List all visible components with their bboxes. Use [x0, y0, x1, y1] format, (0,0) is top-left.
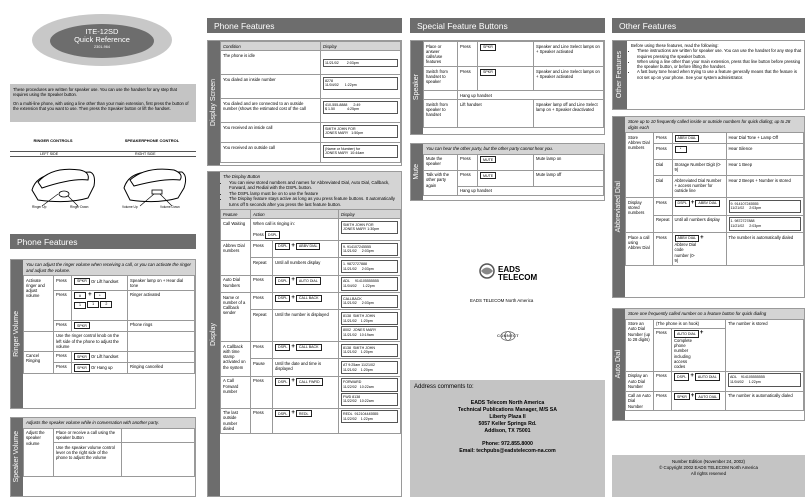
other-bullets: [631, 48, 802, 80]
cw-action-text: When call is ringing in:: [253, 220, 295, 226]
mute-key[interactable]: MUTE: [480, 172, 496, 179]
speaker-table: [423, 41, 604, 128]
call-waiting-action: [251, 219, 339, 241]
repeat-label: Repeat: [251, 258, 273, 275]
abbrev-dial-cell: Abbrev Dial numbers: [221, 241, 251, 276]
speaker-side-label: Speaker: [411, 41, 423, 134]
display-readout: 9. 914107245555 11/21/02 2:03pm: [341, 243, 398, 256]
display-stored-cell: Display stored numbers: [626, 198, 654, 233]
mute-caption: You can hear the other party, but the other party cannot hear you.: [423, 144, 604, 154]
phone-on-hook-label: (The phone is on hook): [654, 319, 726, 328]
press-label: Press: [54, 276, 72, 291]
doc-number: 2301-964: [93, 45, 111, 49]
copyright-text: © Copyright 2002 EADS TELECOM North America: [659, 465, 758, 471]
callback-time-cell: A Callback with time stamp activated on the system: [221, 342, 251, 377]
ringer-activated-result: Ringer activated: [128, 290, 195, 320]
display-readout: FORWARD 11/22/02 10:22am: [341, 378, 398, 391]
address-line: Liberty Plaza II: [489, 413, 526, 420]
display-button-caption: [220, 172, 401, 209]
right-side-label: RIGHT SIDE: [135, 152, 156, 156]
display-readout: CALLBACK 11/21/02 2:03pm: [341, 295, 398, 308]
dspl-key[interactable]: DSPL: [275, 344, 290, 351]
address-block: [414, 400, 601, 455]
bullet-item: • You can view stored numbers and names for Abbreviated Dial, Auto Dial, Callback, Forward, and Redial with the DSPL button.: [229, 180, 398, 191]
plus-icon: +: [699, 330, 704, 337]
place-receive-cell: Place or receive a call using the speaker button: [54, 428, 122, 443]
dspl-key[interactable]: DSPL: [275, 277, 290, 284]
address-line: Technical Publications Manager, M/S SA: [457, 406, 558, 413]
ringer-volume-side-label: Ringer Volume: [11, 260, 23, 408]
press-label: Press: [251, 376, 273, 408]
auto-dial-key[interactable]: AUTO DIAL: [695, 373, 720, 380]
address-line: Addison, TX 75001: [484, 427, 531, 434]
auto-dial-side-label: Auto Dial: [613, 309, 625, 420]
press-label: Press: [251, 342, 273, 359]
repeat-label: Repeat: [251, 310, 273, 342]
dial-label: Dial: [654, 176, 673, 198]
complete-number-label: Complete phone number including access codes: [674, 337, 692, 369]
display-header: Display: [339, 210, 401, 219]
talk-again-cell: Talk with the other party again: [424, 170, 458, 195]
press-label: Press: [654, 144, 673, 160]
hear-2-beeps-result: Hear 2 Beeps + Number is stored: [726, 176, 803, 198]
column-3: [410, 0, 605, 501]
eads-logo: [450, 258, 570, 304]
dspl-key[interactable]: DSPL: [265, 231, 280, 238]
footer-box: [612, 455, 805, 497]
auto-dial-key[interactable]: AUTO DIAL: [296, 277, 321, 284]
abbrev-code-label: Abbrev Dial code number (0-9): [674, 242, 697, 263]
place-answer-cell: Place or answer calls/use features: [424, 42, 458, 67]
press-label: Press: [654, 198, 673, 215]
activate-ringer-cell: Activate ringer and adjust volume: [24, 276, 54, 332]
speaker-caption: Adjusts the speaker volume while in conversation with another party.: [23, 418, 195, 428]
auto-dial-numbers-cell: Auto Dial Numbers: [221, 275, 251, 292]
auto-caption: Store one frequently called number on a feature button for quick dialing: [625, 309, 804, 319]
bullet-item: • These instructions are written for speaker use. You can use the handset for any step that requires pressing the speaker button.: [637, 48, 802, 59]
lift-handset-label: Lift handset: [458, 100, 534, 128]
display-screen-panel: [207, 40, 402, 166]
until-all-display-label: Until all numbers display: [672, 215, 726, 232]
mute-panel: [410, 143, 605, 201]
press-label: Press: [251, 241, 273, 258]
plus-icon: +: [291, 378, 295, 385]
number-stored-result: The number is stored: [726, 319, 804, 371]
press-label: Press: [654, 371, 672, 391]
press-label: Press: [54, 290, 72, 320]
press-label: Press: [54, 362, 72, 373]
title-oval-inner: [50, 24, 154, 58]
spkr-key[interactable]: SPKR: [74, 278, 90, 285]
display-readout: SMITH JOHN FOR JONES MARY 1:30pm: [341, 221, 398, 234]
call-auto-cell: Call an Auto Dial Number: [626, 391, 654, 411]
mute-key[interactable]: MUTE: [480, 156, 496, 163]
call-forward-cell: A Call Forward number: [221, 376, 251, 408]
use-ringer-knob: Use the ringer control knob on the left side of the phone to adjust the volume: [54, 331, 128, 351]
plus-icon: +: [291, 242, 295, 249]
spkr-key[interactable]: SPKR: [674, 393, 690, 400]
plus-icon: +: [700, 234, 704, 241]
display-feature-table: [220, 209, 401, 434]
other-features-panel: [612, 40, 805, 110]
abbreviated-dial-side-label: Abbreviated Dial: [613, 117, 625, 297]
phone-rings-result: Phone rings: [128, 320, 195, 331]
or-label: Or: [90, 353, 96, 359]
address-label: Address comments to:: [414, 384, 474, 390]
connect-logo: [490, 330, 526, 342]
press-label: Press: [458, 42, 478, 67]
display-readout: AT 9:25am 11/21/02 11/21/02 1:20pm: [341, 361, 398, 374]
plus-icon: +: [291, 294, 295, 301]
intro-box: [10, 84, 196, 122]
spkr-key[interactable]: SPKR: [480, 69, 496, 76]
plus-icon: +: [88, 292, 92, 298]
dspl-key[interactable]: DSPL: [275, 295, 290, 302]
product-title: ITE-12SD: [85, 27, 119, 36]
lift-handset-label: Lift handset: [96, 278, 119, 284]
display-button-title: The Display Button: [223, 174, 261, 179]
display-auto-cell: Display an Auto Dial Number: [626, 371, 654, 391]
condition-header: Condition: [221, 42, 321, 51]
until-displayed-label: Until the number is displayed: [273, 310, 339, 342]
speakerphone-control-heading: SPEAKERPHONE CONTROL: [124, 138, 180, 143]
abbv-dial-key[interactable]: ABBV DIAL: [675, 135, 700, 142]
or-label: Or: [90, 365, 96, 371]
speaker-lamp-result: Speaker lamp on + Hear dial tone: [128, 276, 195, 291]
star-key[interactable]: *: [675, 146, 687, 153]
display-readout: ADL 914105555555 11/04/02 1:22pm: [341, 277, 398, 290]
display-header: Display: [321, 42, 401, 51]
speaker-volume-table: [23, 428, 195, 478]
auto-dialed-result: The number is automatically dialed: [726, 391, 804, 411]
spkr-key[interactable]: SPKR: [74, 353, 90, 360]
store-abbrev-cell: Store Abbrev Dial numbers: [626, 133, 654, 198]
plus-icon: +: [291, 410, 295, 416]
phone-features-header-2: Phone Features: [207, 18, 402, 33]
hang-up-handset-label: Hang up handset: [458, 186, 604, 195]
display-readout: FWD 8138 11/22/02 10:22am: [341, 393, 398, 406]
rights-text: All rights reserved: [690, 471, 727, 477]
auto-dial-key[interactable]: AUTO DIAL: [695, 393, 720, 400]
display-screen-table: [220, 41, 401, 163]
dspl-key[interactable]: DSPL: [674, 373, 689, 380]
condition-cell: You received an inside call: [221, 123, 321, 143]
display-readout: 9. 914107245555 11/21/02 2:03pm: [729, 200, 801, 213]
ringer-controls-heading: RINGER CONTROLS: [33, 138, 73, 143]
bullet-item: • When using a line other than your main extension, press that line button before pressing the speaker button, or before lifting the handset.: [637, 59, 802, 70]
other-features-side-label: Other Features: [613, 41, 627, 109]
pause-label: Pause: [251, 359, 273, 376]
ringer-down-label: Ringer Down: [70, 205, 89, 209]
digit-1-key[interactable]: 1: [74, 302, 86, 309]
condition-cell: You dialed an inside number: [221, 75, 321, 99]
left-side-label: LEFT SIDE: [40, 152, 59, 156]
column-4: [612, 0, 805, 501]
press-label: Press: [458, 67, 478, 91]
email-link[interactable]: Email: techpubs@eadstelecom-na.com: [459, 447, 556, 454]
adjust-speaker-cell: Adjust the speaker volume: [24, 428, 54, 477]
eads-logo-subtitle: EADS TELECOM North America: [470, 298, 534, 303]
press-label: Press: [251, 408, 273, 433]
press-label: Press: [458, 154, 478, 170]
call-fwrd-key[interactable]: CALL FWRD: [296, 378, 323, 385]
display-side-label: Display: [208, 172, 220, 496]
spkr-key[interactable]: SPKR: [74, 322, 90, 329]
ringing-cancelled-result: Ringing cancelled: [128, 362, 195, 373]
mute-table: [423, 154, 604, 196]
display-readout: 11/21/02 2:03pm: [323, 59, 398, 68]
abbrev-caption: Store up to 10 frequently called inside or outside numbers for quick dialing; up to 28 digits each: [625, 117, 804, 132]
abbv-dial-key[interactable]: ABBV DIAL: [675, 235, 700, 242]
cancel-ringing-cell: Cancel Ringing: [24, 351, 54, 374]
or-label: Or: [90, 278, 96, 284]
use-speaker-knob-cell: Use the speaker volume control lever on the right side of the phone to adjust the volume: [54, 443, 122, 477]
press-label: Press: [654, 328, 672, 371]
last-outside-cell: The last outside number dialed: [221, 408, 251, 433]
speaker-result: Speaker lamp off and Line Select lamp on + Speaker deactivated: [534, 100, 604, 128]
press-label: Press: [654, 133, 673, 144]
abbv-dial-key[interactable]: ABBV DIAL: [296, 243, 321, 250]
auto-dial-table: [625, 319, 804, 412]
quick-reference-title: Quick Reference: [74, 35, 130, 44]
abbrev-table: [625, 132, 804, 266]
press-label: Press: [251, 275, 273, 292]
eads-logo-text: EADS TELECOM: [498, 265, 538, 282]
press-label: Press: [458, 170, 478, 186]
condition-cell: You received an outside call: [221, 143, 321, 163]
auto-dialed-result: The number is automatically dialed: [726, 233, 803, 266]
display-readout: 8138 SMITH JOHN 11/21/02 1:20pm: [341, 344, 398, 357]
speaker-result: Speaker and Line Select lamps on + Speaker activated: [534, 42, 604, 67]
controls-diagram: [10, 138, 196, 214]
side-labels-bar: [10, 151, 196, 157]
display-readout: 8138 SMITH JOHN 11/21/02 1:20pm: [341, 312, 398, 325]
ringer-volume-panel: [10, 259, 196, 409]
display-readout: 410-555-8888 2:49 $ 1.50 4:25pm: [323, 101, 398, 114]
ringer-caption: You can adjust the ringer volume when receiving a call, or you can activate the ringer and adjust the volume.: [23, 260, 195, 275]
phone-right-side-illustration: [118, 160, 190, 210]
before-using-text: Before using these features, read the following:: [631, 43, 719, 48]
place-call-abbrev-cell: Place a call using Abbrev Dial: [626, 233, 654, 266]
intro-paragraph-1: These procedures are written for speaker use. You can use the handset for any step that requires using the Speaker button.: [13, 87, 177, 98]
abbreviated-dial-panel: [612, 116, 805, 298]
display-readout: 1. 9872727888 11/21/02 2:03pm: [341, 260, 398, 273]
redl-key[interactable]: REDL: [296, 410, 312, 417]
other-features-header: Other Features: [612, 18, 805, 33]
digit-2-key[interactable]: 2: [100, 301, 112, 308]
hear-dial-tone-result: Hear Dial Tone + Lamp Off: [726, 133, 803, 144]
address-line: 5057 Keller Springs Rd.: [478, 420, 537, 427]
mute-side-label: Mute: [411, 144, 423, 200]
plus-icon: +: [291, 343, 295, 350]
volume-down-label: Volume Down: [160, 205, 180, 209]
bullet-item: • The Display feature stays active as long as you press feature buttons. It automatically turns off 5 seconds after you press the last feature button.: [229, 196, 398, 207]
bullet-item: • A fast busy tone heard when trying to use a feature generally means that the feature is not set up on your phone. See your system administrator.: [637, 69, 802, 80]
condition-cell: The phone is idle: [221, 51, 321, 75]
address-box: [410, 380, 605, 497]
ringer-up-label: Ringer Up: [32, 205, 47, 209]
speaker-result: Speaker and Line Select lamps on + Speaker activated: [534, 67, 604, 91]
mute-off-result: Mute lamp off: [534, 170, 604, 186]
dial-label: Dial: [654, 160, 673, 176]
display-bullets: [223, 180, 398, 208]
auto-dial-key[interactable]: AUTO DIAL: [674, 330, 699, 337]
star-key[interactable]: *: [94, 292, 106, 299]
plus-icon: +: [690, 373, 694, 380]
hear-1-beep-result: Hear 1 Beep: [726, 160, 803, 176]
spkr-key[interactable]: SPKR: [74, 364, 90, 371]
until-date-label: Until the date and time is displayed: [273, 359, 339, 376]
abbrev-dial-number-label: Abbreviated Dial Number + access number for outside line: [672, 176, 726, 198]
plus-icon: +: [291, 277, 295, 284]
dspl-key[interactable]: DSPL: [275, 243, 290, 250]
speaker-volume-panel: [10, 417, 196, 497]
display-readout: 8002 JONES MARY 11/21/02 10:19am: [341, 326, 398, 339]
press-label: Press: [654, 391, 672, 411]
speaker-panel: [410, 40, 605, 135]
dspl-key[interactable]: DSPL: [275, 410, 290, 417]
action-header: Action: [251, 210, 339, 219]
digit-1-key[interactable]: 1: [87, 301, 99, 308]
switch-to-speaker-cell: Switch from handset to speaker: [424, 67, 458, 91]
display-readout: REDL 912104445555 11/22/02 1:22pm: [341, 410, 398, 423]
display-screen-side-label: Display Screen: [208, 41, 220, 165]
edition-text: Number Edition (November 24, 2002): [672, 459, 745, 464]
hear-silence-result: Hear Silence: [726, 144, 803, 160]
display-readout: ADL 914105555555 11/04/02 1:22pm: [728, 373, 801, 386]
callback-sender-cell: Name or number of a Callback sender: [221, 293, 251, 342]
plus-icon: +: [690, 393, 695, 399]
hash-key[interactable]: #: [74, 292, 86, 299]
connect-logo-text: CONNECT: [497, 333, 519, 338]
store-auto-cell: Store an Auto Dial Number (up to 28 digits): [626, 319, 654, 371]
lift-handset-label: Lift handset: [96, 353, 119, 359]
press-label: Press: [253, 232, 264, 238]
display-readout: (Name or Number) for JONES MARY 10:44am: [323, 145, 398, 158]
plus-icon: +: [690, 199, 695, 206]
call-back-key[interactable]: CALL BACK: [296, 295, 322, 302]
bullet-item: • The DSPL lamp must be on to use the feature: [229, 191, 398, 197]
call-back-key[interactable]: CALL BACK: [296, 344, 322, 351]
switch-to-handset-cell: Switch from speaker to handset: [424, 100, 458, 128]
dspl-key[interactable]: DSPL: [675, 200, 690, 207]
spkr-key[interactable]: SPKR: [480, 44, 496, 51]
press-label: Press: [654, 233, 673, 266]
condition-cell: You dialed and are connected to an outside number (shows the estimated cost of the call: [221, 99, 321, 123]
repeat-label: Repeat: [654, 215, 673, 232]
display-readout: 1. 9872727888 11/21/02 2:03pm: [729, 217, 801, 230]
storage-number-label: Storage Number Digit (0-9): [672, 160, 726, 176]
display-readout: SMITH JOHN FOR JONES MARY 1:50pm: [323, 125, 398, 138]
press-label: Press: [54, 320, 72, 331]
until-all-label: Until all numbers display: [273, 258, 339, 275]
call-waiting-cell: Call Waiting: [221, 219, 251, 241]
feature-header: Feature: [221, 210, 251, 219]
phone-left-side-illustration: [28, 160, 100, 210]
speaker-volume-side-label: Speaker Volume: [11, 418, 23, 496]
display-readout: 8278 11/04/02 1:22pm: [323, 77, 398, 90]
column-1: [4, 0, 200, 501]
auto-dial-panel: [612, 308, 805, 421]
phone-features-header-1: Phone Features: [10, 234, 196, 249]
mute-on-result: Mute lamp on: [534, 154, 604, 170]
abbv-dial-key[interactable]: ABBV DIAL: [695, 200, 720, 207]
display-button-panel: [207, 171, 402, 497]
hang-up-handset-label: Hang up handset: [458, 91, 604, 100]
dspl-key[interactable]: DSPL: [275, 378, 290, 385]
address-line: EADS Telecom North America: [470, 399, 545, 406]
eads-logo-mark: [478, 262, 496, 280]
hang-up-label: Hang up: [96, 365, 113, 371]
volume-up-label: Volume Up: [122, 205, 138, 209]
mute-speaker-cell: Mute the speaker: [424, 154, 458, 170]
press-label: Press: [251, 293, 273, 310]
intro-paragraph-2: On a multi-line phone, with using a line other than your main extension, first press the button of the extension that you want to use. Then press the Speaker button or lift the handset.: [13, 100, 189, 111]
special-feature-buttons-header: Special Feature Buttons: [410, 18, 605, 33]
phone-number: Phone: 972.855.8000: [482, 440, 533, 447]
press-label: Press: [54, 351, 72, 362]
column-2: [207, 0, 402, 501]
ringer-table: [23, 275, 195, 374]
